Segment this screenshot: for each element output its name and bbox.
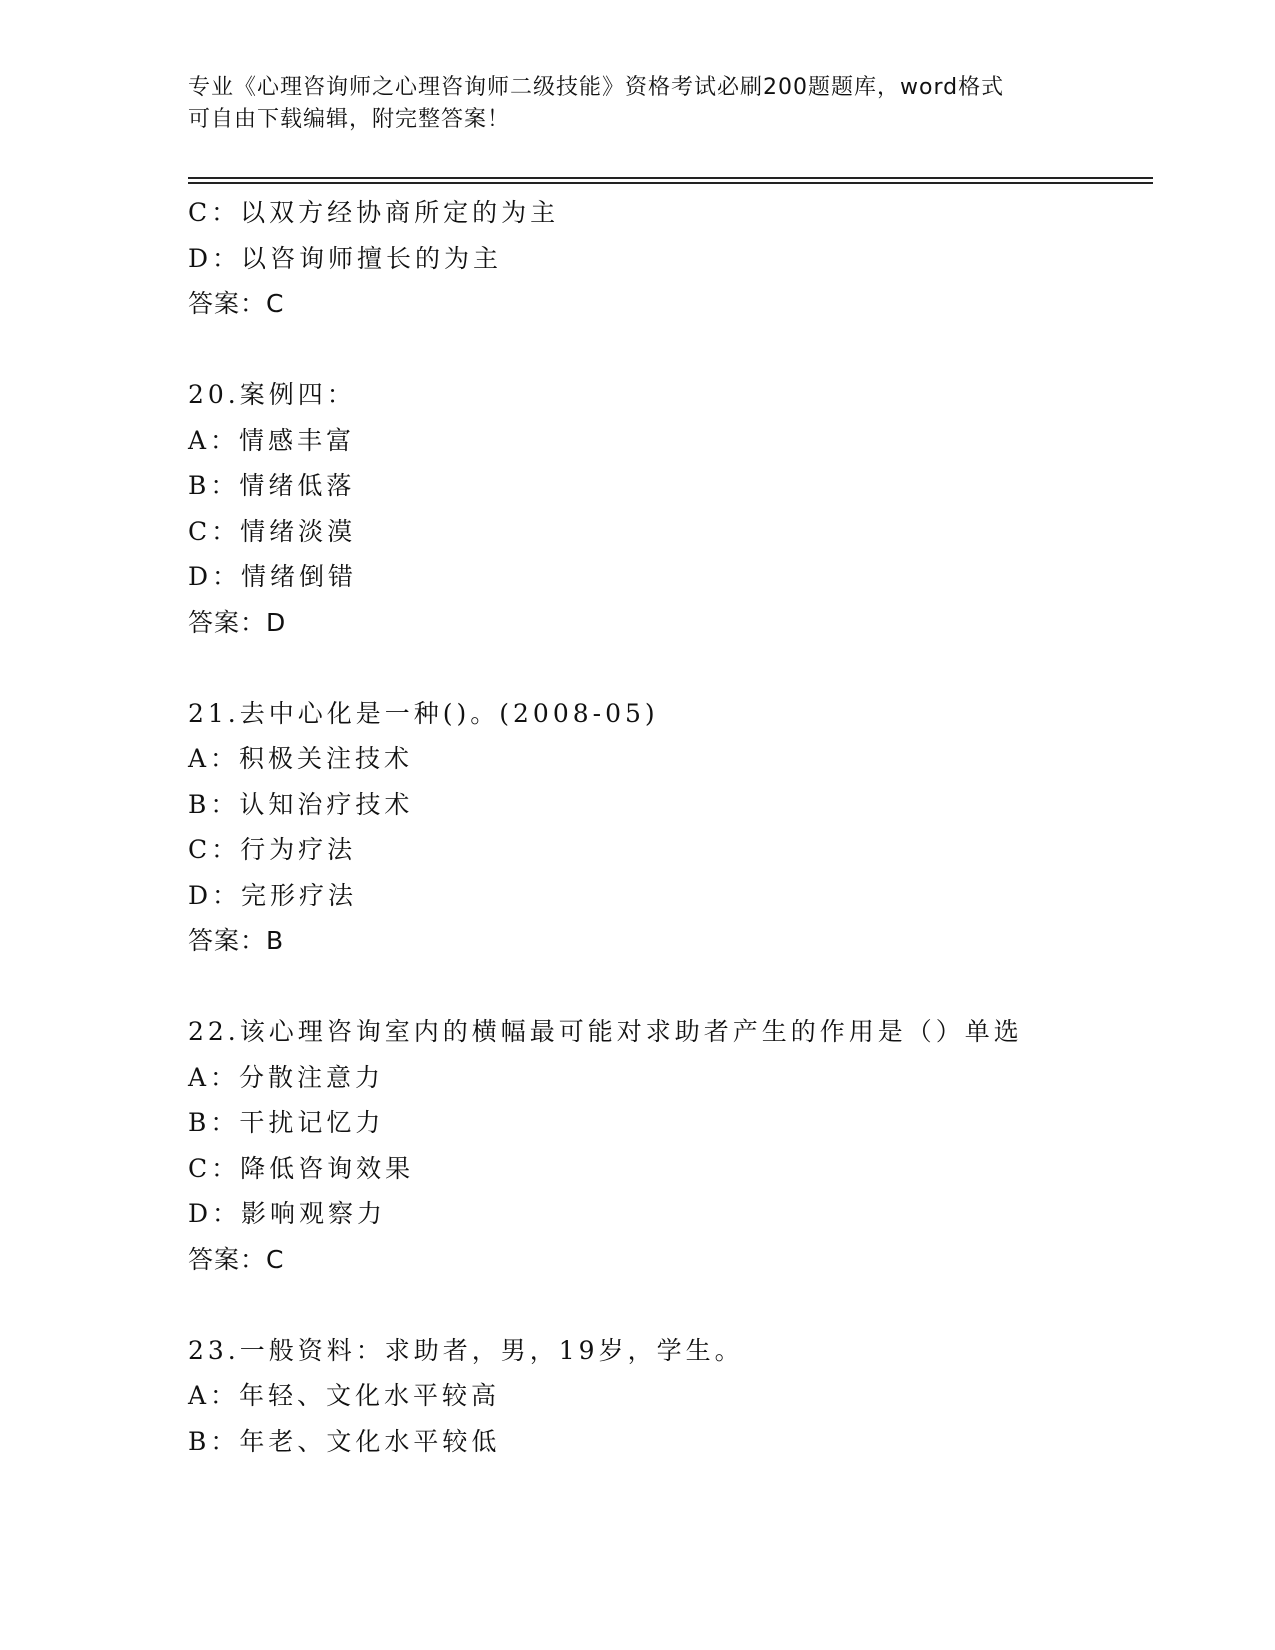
option-b: B：情绪低落 — [188, 471, 356, 500]
option-c: C：行为疗法 — [188, 835, 357, 864]
question-block — [188, 190, 1148, 327]
spacer — [188, 964, 1148, 1010]
answer-line: 答案：D — [188, 607, 287, 637]
question-text: 20.案例四： — [188, 380, 356, 409]
option-d: D：情绪倒错 — [188, 562, 358, 591]
option-b: B：年老、文化水平较低 — [188, 1426, 501, 1456]
option-a: A：积极关注技术 — [188, 744, 414, 773]
option-d: D：以咨询师擅长的为主 — [188, 243, 503, 273]
spacer — [188, 327, 1148, 373]
question-text: 23.一般资料：求助者，男，19岁，学生。 — [188, 1335, 744, 1365]
document-header — [188, 72, 1068, 136]
header-divider-top — [188, 177, 1153, 179]
header-title-line-2: 可自由下载编辑，附完整答案！ — [188, 107, 511, 132]
option-a: A：分散注意力 — [188, 1062, 385, 1092]
question-block — [188, 372, 1148, 645]
header-title-line-1: 专业《心理咨询师之心理咨询师二级技能》资格考试必刷200题题库，word格式 — [188, 75, 1005, 100]
spacer — [188, 645, 1148, 691]
option-b: B：认知治疗技术 — [188, 789, 414, 819]
header-divider-bottom — [188, 182, 1153, 184]
option-b: B：干扰记忆力 — [188, 1108, 385, 1137]
option-c: C：降低咨询效果 — [188, 1153, 415, 1183]
answer-line: 答案：B — [188, 926, 285, 955]
question-block — [188, 1009, 1148, 1282]
question-block — [188, 1328, 1148, 1465]
question-list — [188, 190, 1148, 1464]
option-d: D：影响观察力 — [188, 1199, 387, 1228]
answer-line: 答案：C — [188, 1244, 285, 1274]
question-block — [188, 691, 1148, 964]
answer-line: 答案：C — [188, 289, 285, 318]
spacer — [188, 1282, 1148, 1328]
option-d: D：完形疗法 — [188, 880, 358, 910]
option-a: A：年轻、文化水平较高 — [188, 1381, 501, 1410]
question-text: 22.该心理咨询室内的横幅最可能对求助者产生的作用是（）单选 — [188, 1017, 1023, 1046]
option-c: C：情绪淡漠 — [188, 516, 357, 546]
option-a: A：情感丰富 — [188, 425, 356, 455]
question-text: 21.去中心化是一种()。(2008-05) — [188, 698, 659, 728]
option-c: C：以双方经协商所定的为主 — [188, 198, 560, 227]
